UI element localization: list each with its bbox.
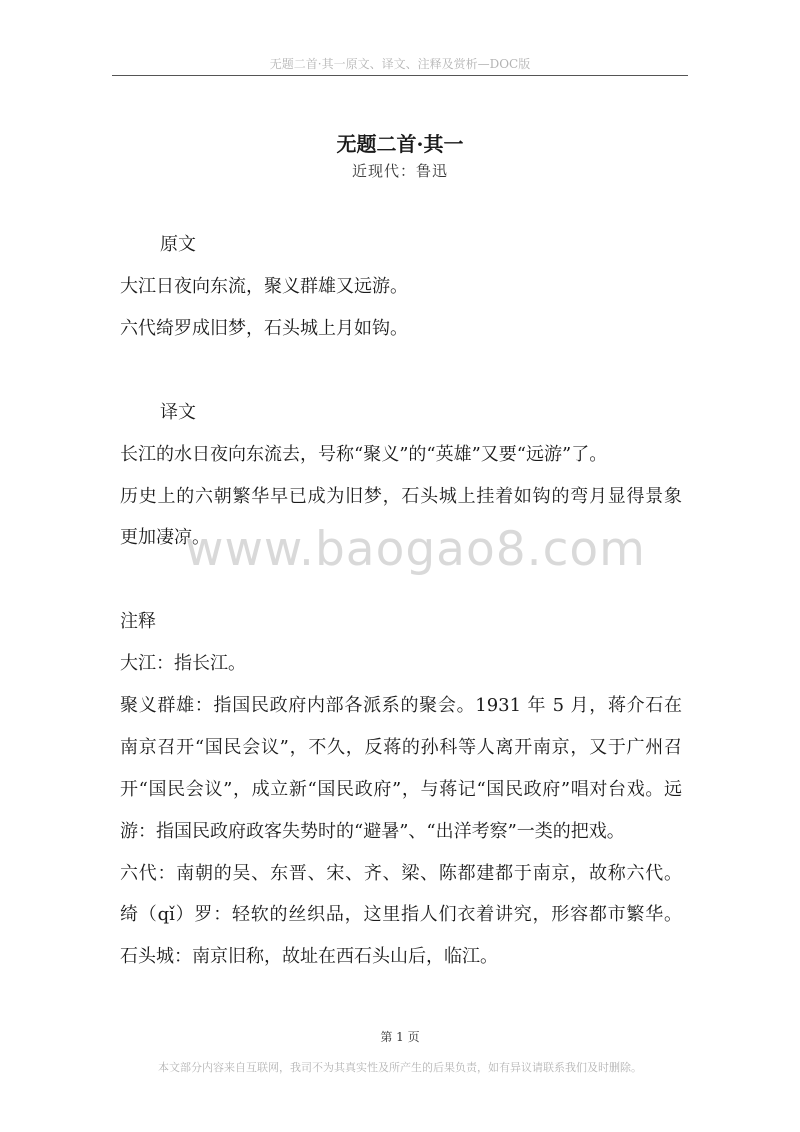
translation-line: 历史上的六朝繁华早已成为旧梦，石头城上挂着如钩的弯月显得景象: [120, 486, 682, 507]
notes-heading: 注释: [120, 611, 156, 632]
header-divider: [112, 75, 688, 76]
page-header: 无题二首·其一原文、译文、注释及赏析—DOC版: [269, 57, 531, 71]
note-line: 游：指国民政府政客失势时的“避暑”、“出洋考察”一类的把戏。: [120, 821, 625, 842]
original-line: 六代绮罗成旧梦，石头城上月如钩。: [120, 318, 408, 339]
note-line: 石头城：南京旧称，故址在西石头山后，临江。: [120, 946, 498, 967]
poem-title: 无题二首·其一: [336, 132, 464, 156]
watermark: www.baogao8.com: [185, 522, 646, 577]
note-line: 聚义群雄：指国民政府内部各派系的聚会。1931 年 5 月，蒋介石在: [120, 695, 682, 716]
note-line: 南京召开“国民会议”，不久，反蒋的孙科等人离开南京，又于广州召: [120, 737, 682, 758]
translation-heading: 译文: [160, 402, 196, 423]
translation-line: 更加凄凉。: [120, 527, 210, 548]
note-line: 大江：指长江。: [120, 653, 246, 674]
note-line: 绮（qǐ）罗：轻软的丝织品，这里指人们衣着讲究，形容都市繁华。: [120, 904, 682, 925]
page-number: 第 1 页: [380, 1030, 420, 1044]
note-line: 六代：南朝的吴、东晋、宋、齐、梁、陈都建都于南京，故称六代。: [120, 863, 682, 884]
translation-line: 长江的水日夜向东流去，号称“聚义”的“英雄”又要“远游”了。: [120, 444, 608, 465]
note-line: 开“国民会议”，成立新“国民政府”，与蒋记“国民政府”唱对台戏。远: [120, 779, 682, 800]
original-line: 大江日夜向东流，聚义群雄又远游。: [120, 276, 408, 297]
page-footer: 本文部分内容来自互联网，我司不为其真实性及所产生的后果负责，如有异议请联系我们及时删除。: [158, 1061, 642, 1074]
original-heading: 原文: [160, 234, 196, 255]
poem-author: 近现代：鲁迅: [351, 162, 448, 180]
